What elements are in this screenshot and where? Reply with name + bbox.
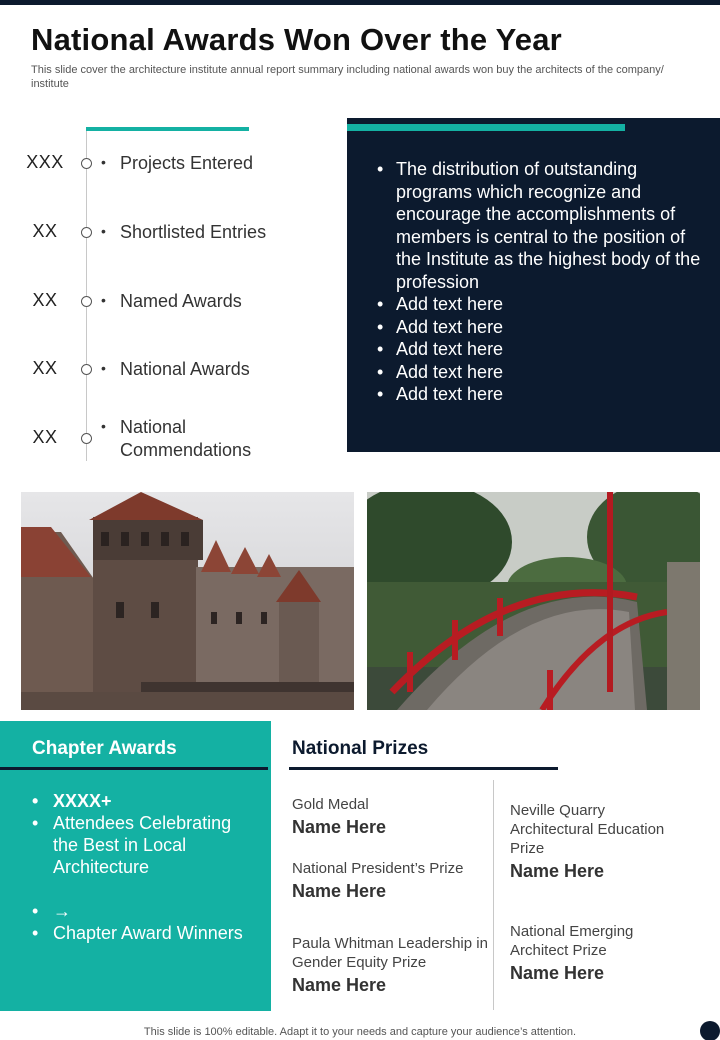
bullet-icon: •	[101, 418, 106, 434]
prize-winner: Name Here	[510, 861, 605, 881]
chapter-awards-rule	[0, 767, 268, 770]
prize-national-emerging-architect	[510, 922, 680, 984]
prize-name: National Emerging Architect Prize	[510, 923, 634, 959]
chapter-awards-item: • →	[30, 900, 260, 922]
stat-label: Projects Entered	[120, 153, 254, 173]
stat-value: XX	[32, 221, 58, 241]
prize-winner: Name Here	[292, 817, 387, 837]
national-prizes-title: National Prizes	[292, 738, 429, 759]
stat-label: National Awards	[120, 359, 250, 379]
chapter-awards-list	[30, 790, 260, 944]
page-subtitle: This slide cover the architecture institute annual report summary including national awards won buy the architects of the company/ institute	[31, 64, 664, 90]
description-item: • Add text here	[375, 293, 705, 316]
stat-label: National Commendations	[120, 417, 252, 460]
stat-value: XX	[32, 358, 58, 378]
prize-neville-quarry	[510, 801, 690, 882]
description-item: • Add text here	[375, 383, 705, 406]
castle-photo	[21, 492, 354, 710]
stat-label: Named Awards	[120, 291, 242, 311]
bullet-icon: •	[101, 360, 106, 376]
description-accent-line	[347, 124, 625, 131]
stat-value: XXX	[26, 152, 64, 172]
bullet-icon: •	[101, 223, 106, 239]
chapter-awards-item: • Chapter Award Winners	[30, 922, 260, 944]
description-item: • Add text here	[375, 361, 705, 384]
chapter-awards-title: Chapter Awards	[32, 738, 177, 759]
prize-name: Paula Whitman Leadership in Gender Equity Prize	[292, 935, 488, 971]
stats-accent-line	[86, 127, 249, 131]
description-list	[375, 158, 705, 406]
description-item: • Add text here	[375, 316, 705, 339]
prize-name: National President’s Prize	[292, 860, 464, 877]
description-item: • Add text here	[375, 338, 705, 361]
prize-gold-medal	[292, 795, 492, 838]
prize-national-presidents	[292, 859, 492, 902]
national-prizes-divider	[493, 780, 494, 1010]
prize-paula-whitman	[292, 934, 492, 996]
page-title: National Awards Won Over the Year	[31, 22, 562, 57]
timeline-dot	[81, 158, 92, 169]
timeline-dot	[81, 433, 92, 444]
chapter-awards-item: • Attendees Celebrating the Best in Local Architecture	[30, 812, 260, 878]
prize-name: Gold Medal	[292, 796, 369, 813]
chapter-awards-item: • XXXX+	[30, 790, 260, 812]
timeline-dot	[81, 364, 92, 375]
top-accent-bar	[0, 0, 720, 5]
stat-value: XX	[32, 427, 58, 447]
prize-winner: Name Here	[292, 881, 387, 901]
description-item: • The distribution of outstanding programs which recognize and encourage the accomplishments of members is central to the position of the Institute as the highest body of the profession	[375, 158, 705, 293]
footer-note: This slide is 100% editable. Adapt it to your needs and capture your audience’s attention.	[143, 1026, 577, 1038]
timeline-dot	[81, 296, 92, 307]
stat-label: Shortlisted Entries	[120, 222, 267, 242]
prize-name: Neville Quarry Architectural Education Prize	[510, 802, 665, 857]
prize-winner: Name Here	[292, 975, 387, 995]
national-prizes-rule	[289, 767, 558, 770]
bullet-icon: •	[101, 154, 106, 170]
corner-circle-icon	[700, 1021, 720, 1040]
timeline-dot	[81, 227, 92, 238]
stat-value: XX	[32, 290, 58, 310]
bullet-icon: •	[101, 292, 106, 308]
prize-winner: Name Here	[510, 963, 605, 983]
red-bridge-photo	[367, 492, 700, 710]
